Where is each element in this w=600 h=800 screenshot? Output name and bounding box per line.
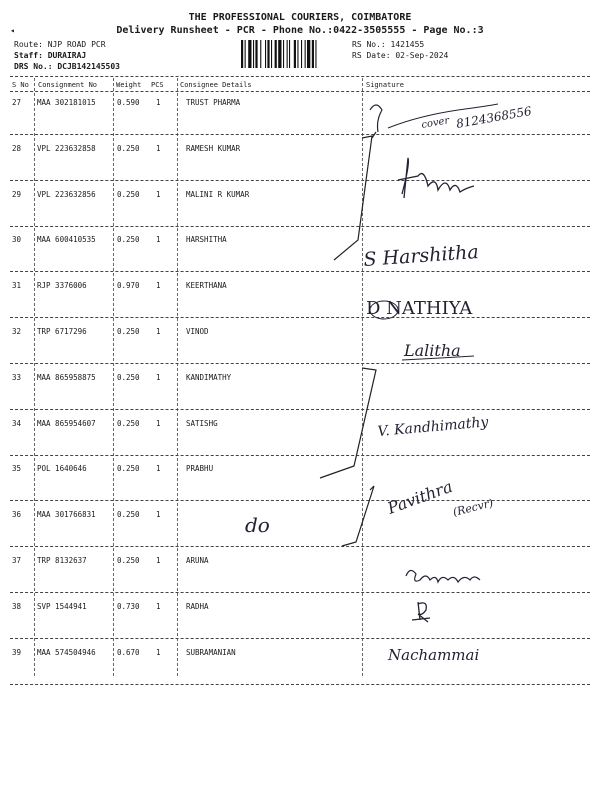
signature-row31 xyxy=(362,288,587,326)
signature-row39 xyxy=(362,638,587,670)
cell-sno: 34 xyxy=(12,418,22,428)
cell-pcs: 1 xyxy=(156,464,161,474)
signature-row35 xyxy=(362,474,587,532)
bracket-marks xyxy=(300,120,380,560)
cell-consignee: MALINI R KUMAR xyxy=(186,189,250,199)
cell-weight: 0.590 xyxy=(117,98,140,107)
signature-row34 xyxy=(362,412,587,448)
svg-text:Nachammai: Nachammai xyxy=(388,646,480,664)
cell-consignment: MAA 865958875 xyxy=(37,372,96,382)
barcode-image xyxy=(241,40,345,68)
cell-pcs: 1 xyxy=(156,281,161,291)
signature-row27 xyxy=(362,98,587,144)
cell-consignment: TRP 8132637 xyxy=(37,556,87,565)
cell-weight: 0.250 xyxy=(117,464,140,474)
drs-number: DRS No.: DCJB142145503 xyxy=(14,62,120,71)
column-divider xyxy=(113,78,114,676)
svg-text:(Recvr): (Recvr) xyxy=(451,496,495,519)
cell-consignment: MAA 865954607 xyxy=(37,418,96,428)
signature-row30 xyxy=(362,236,587,278)
cell-weight: 0.250 xyxy=(117,418,140,428)
cell-consignment: MAA 600410535 xyxy=(37,235,96,245)
cell-consignment: MAA 301766831 xyxy=(37,510,96,520)
cell-consignee: ARUNA xyxy=(186,556,209,565)
col-header-consignee: Consignee Details xyxy=(180,81,252,89)
cell-pcs: 1 xyxy=(156,98,161,107)
cell-weight: 0.670 xyxy=(117,647,140,657)
cell-sno: 29 xyxy=(12,189,22,199)
svg-text:V. Kandhimathy: V. Kandhimathy xyxy=(376,414,489,440)
cell-sno: 32 xyxy=(12,327,22,336)
row-rule xyxy=(10,684,590,685)
small-arrow-icon: ◂ xyxy=(10,26,15,35)
svg-text:Pavithra: Pavithra xyxy=(384,476,455,518)
cell-sno: 30 xyxy=(12,235,22,245)
cell-consignee: RAMESH KUMAR xyxy=(186,143,241,153)
cell-consignment: TRP 6717296 xyxy=(37,327,87,336)
cell-consignment: MAA 302181015 xyxy=(37,98,96,107)
cell-weight: 0.250 xyxy=(117,372,140,382)
cell-sno: 36 xyxy=(12,510,22,520)
cell-pcs: 1 xyxy=(156,327,161,336)
cell-consignment: SVP 1544941 xyxy=(37,601,87,611)
column-divider xyxy=(177,78,178,676)
svg-text:8124368556: 8124368556 xyxy=(455,103,533,131)
col-header-consignment: Consignment No xyxy=(38,81,98,89)
col-header-sno: S No xyxy=(12,81,29,89)
cell-sno: 38 xyxy=(12,601,22,611)
ditto-mark xyxy=(243,510,283,538)
table-top-rule xyxy=(10,76,590,77)
cell-weight: 0.250 xyxy=(117,510,140,520)
svg-text:S Harshitha: S Harshitha xyxy=(362,240,480,271)
svg-text:D NATHIYA: D NATHIYA xyxy=(366,298,473,319)
cell-weight: 0.250 xyxy=(117,327,140,336)
cell-pcs: 1 xyxy=(156,510,161,520)
row-rule xyxy=(10,592,590,593)
cell-weight: 0.250 xyxy=(117,556,140,565)
col-header-weight: Weight xyxy=(116,81,142,89)
column-divider xyxy=(34,78,35,676)
cell-consignee: TRUST PHARMA xyxy=(186,98,241,107)
signature-row37 xyxy=(362,556,587,588)
cell-consignee: RADHA xyxy=(186,601,209,611)
cell-consignee: PRABHU xyxy=(186,464,214,474)
cell-weight: 0.250 xyxy=(117,189,140,199)
svg-text:Lalitha: Lalitha xyxy=(404,341,461,360)
table-header-rule xyxy=(10,91,590,92)
signature-row28 xyxy=(362,150,587,200)
col-header-signature: Signature xyxy=(366,81,404,89)
cell-weight: 0.970 xyxy=(117,281,140,291)
staff-label: Staff: DURAIRAJ xyxy=(14,51,87,60)
cell-sno: 28 xyxy=(12,143,22,153)
cell-consignee: KEERTHANA xyxy=(186,281,227,291)
cell-consignee: SUBRAMANIAN xyxy=(186,647,236,657)
cell-pcs: 1 xyxy=(156,143,161,153)
cell-weight: 0.730 xyxy=(117,601,140,611)
route-label: Route: NJP ROAD PCR xyxy=(14,40,106,49)
cell-consignee: KANDIMATHY xyxy=(186,372,232,382)
cell-consignment: VPL 223632858 xyxy=(37,143,96,153)
cell-weight: 0.250 xyxy=(117,235,140,245)
cell-consignee: HARSHITHA xyxy=(186,235,227,245)
cell-sno: 39 xyxy=(12,647,22,657)
cell-pcs: 1 xyxy=(156,647,161,657)
col-header-pcs: PCS xyxy=(151,81,164,89)
cell-sno: 31 xyxy=(12,281,22,291)
cell-consignment: POL 1640646 xyxy=(37,464,87,474)
cell-consignment: RJP 3376006 xyxy=(37,281,87,291)
cell-sno: 37 xyxy=(12,556,22,565)
signature-row32 xyxy=(362,334,587,366)
cell-sno: 33 xyxy=(12,372,22,382)
company-title: THE PROFESSIONAL COURIERS, COIMBATORE xyxy=(188,12,412,23)
cell-pcs: 1 xyxy=(156,556,161,565)
cell-pcs: 1 xyxy=(156,418,161,428)
cell-sno: 35 xyxy=(12,464,22,474)
cell-sno: 27 xyxy=(12,98,22,107)
svg-text:do: do xyxy=(245,513,270,537)
cell-pcs: 1 xyxy=(156,601,161,611)
cell-consignee: VINOD xyxy=(186,327,209,336)
cell-consignment: VPL 223632856 xyxy=(37,189,96,199)
cell-consignee: SATISHG xyxy=(186,418,218,428)
cell-weight: 0.250 xyxy=(117,143,140,153)
cell-pcs: 1 xyxy=(156,372,161,382)
rs-number: RS No.: 1421455 xyxy=(352,40,425,49)
runsheet-heading: Delivery Runsheet - PCR - Phone No.:0422-3505555 - Page No.:3 xyxy=(116,25,484,36)
cell-pcs: 1 xyxy=(156,235,161,245)
rs-date: RS Date: 02-Sep-2024 xyxy=(352,51,449,60)
cell-pcs: 1 xyxy=(156,189,161,199)
cell-consignment: MAA 574504946 xyxy=(37,647,96,657)
svg-text:cover: cover xyxy=(420,115,451,131)
signature-row38 xyxy=(362,596,587,626)
